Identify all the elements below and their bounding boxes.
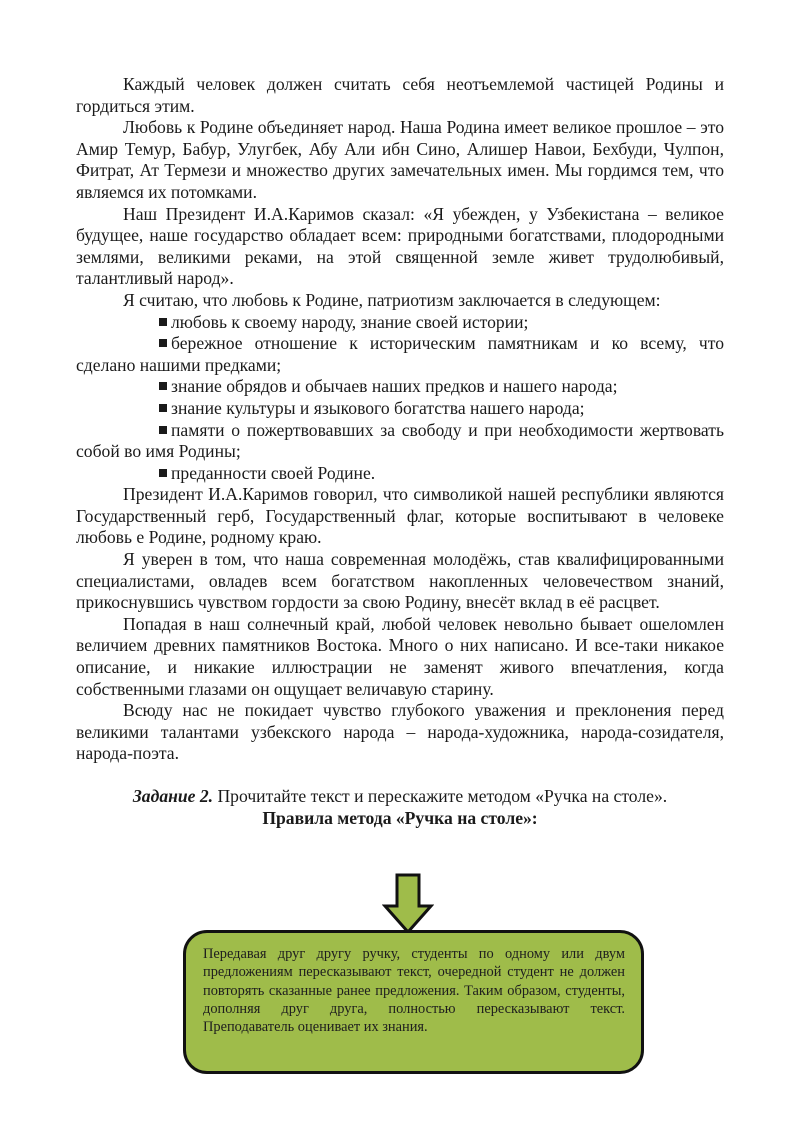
rules-box (183, 930, 644, 1074)
bullet-item (76, 333, 724, 376)
square-bullet-icon (159, 404, 167, 412)
paragraph-monuments: Попадая в наш солнечный край, любой человек невольно бывает ошеломлен величием древних памятников Востока. Много о них написано. И все-таки никакое описание, и никакие иллюстрации не заменят живого впечатления, когда собственными глазами он ощущает величавую старину. (76, 613, 724, 699)
paragraph-symbols: Президент И.А.Каримов говорил, что символикой нашей республики являются Государственный герб, Государственный флаг, которые воспитывают в человеке любовь е Родине, родному краю. (76, 484, 724, 548)
paragraph-respect: Всюду нас не покидает чувство глубокого уважения и преклонения перед великими талантами узбекского народа – народа-художника, народа-созидателя, народа-поэта. (76, 700, 724, 764)
document-page (76, 74, 724, 829)
bullet-item (76, 398, 724, 420)
down-arrow-icon (382, 873, 434, 935)
task-heading (76, 786, 724, 808)
paragraph-youth: Я уверен в том, что наша современная молодёжь, став квалифицированными специалистами, овладев всем богатством накопленных человечеством знаний, прикоснувшись чувством гордости за свою Родину, внесёт вклад в её расцвет. (76, 549, 724, 613)
bullet-item (76, 312, 724, 334)
paragraph-president-quote: Наш Президент И.А.Каримов сказал: «Я убежден, у Узбекистана – великое будущее, наше государство обладает всем: природными богатствами, плодородными землями, великими реками, на этой священной земле живет трудолюбивый, талантливый народ». (76, 203, 724, 289)
square-bullet-icon (159, 382, 167, 390)
bullet-item (76, 420, 724, 463)
bullet-item (76, 376, 724, 398)
square-bullet-icon (159, 469, 167, 477)
bullet-text: памяти о пожертвовавших за свободу и при необходимости жертвовать собой во имя Родины; (76, 419, 724, 462)
square-bullet-icon (159, 318, 167, 326)
bullet-text: знание культуры и языкового богатства нашего народа; (171, 397, 585, 418)
task-label: Задание 2. (132, 786, 214, 806)
paragraph-patriotism-intro: Я считаю, что любовь к Родине, патриотизм заключается в следующем: (123, 289, 661, 310)
rules-heading: Правила метода «Ручка на столе»: (262, 807, 538, 828)
bullet-text: любовь к своему народу, знание своей истории; (171, 311, 529, 332)
bullet-text: знание обрядов и обычаев наших предков и нашего народа; (171, 376, 618, 397)
bullet-text: преданности своей Родине. (171, 462, 376, 483)
bullet-text: бережное отношение к историческим памятникам и ко всему, что сделано нашими предками; (76, 333, 724, 375)
bullet-item (76, 463, 724, 485)
square-bullet-icon (159, 339, 167, 347)
square-bullet-icon (159, 426, 167, 434)
rules-text: Передавая друг другу ручку, студенты по одному или двум предложениям пересказывают текст, очередной студент не должен повторять сказанные ранее предложения. Таким образом, студенты, дополняя друг друга, полностью пересказывают текст. Преподаватель оценивает их знания. (203, 946, 625, 1036)
paragraph-citizen: Каждый человек должен считать себя неотъемлемой частицей Родины и гордиться этим. (76, 74, 724, 116)
paragraph-history: Любовь к Родине объединяет народ. Наша Родина имеет великое прошлое – это Амир Темур, Бабур, Улугбек, Абу Али ибн Сино, Алишер Навои, Бехбуди, Чулпон, Фитрат, Ат Термези и множество других замечательных имен. Мы гордимся тем, что являемся их потомками. (76, 117, 724, 202)
task-text: Прочитайте текст и перескажите методом «Ручка на столе». (213, 786, 668, 806)
